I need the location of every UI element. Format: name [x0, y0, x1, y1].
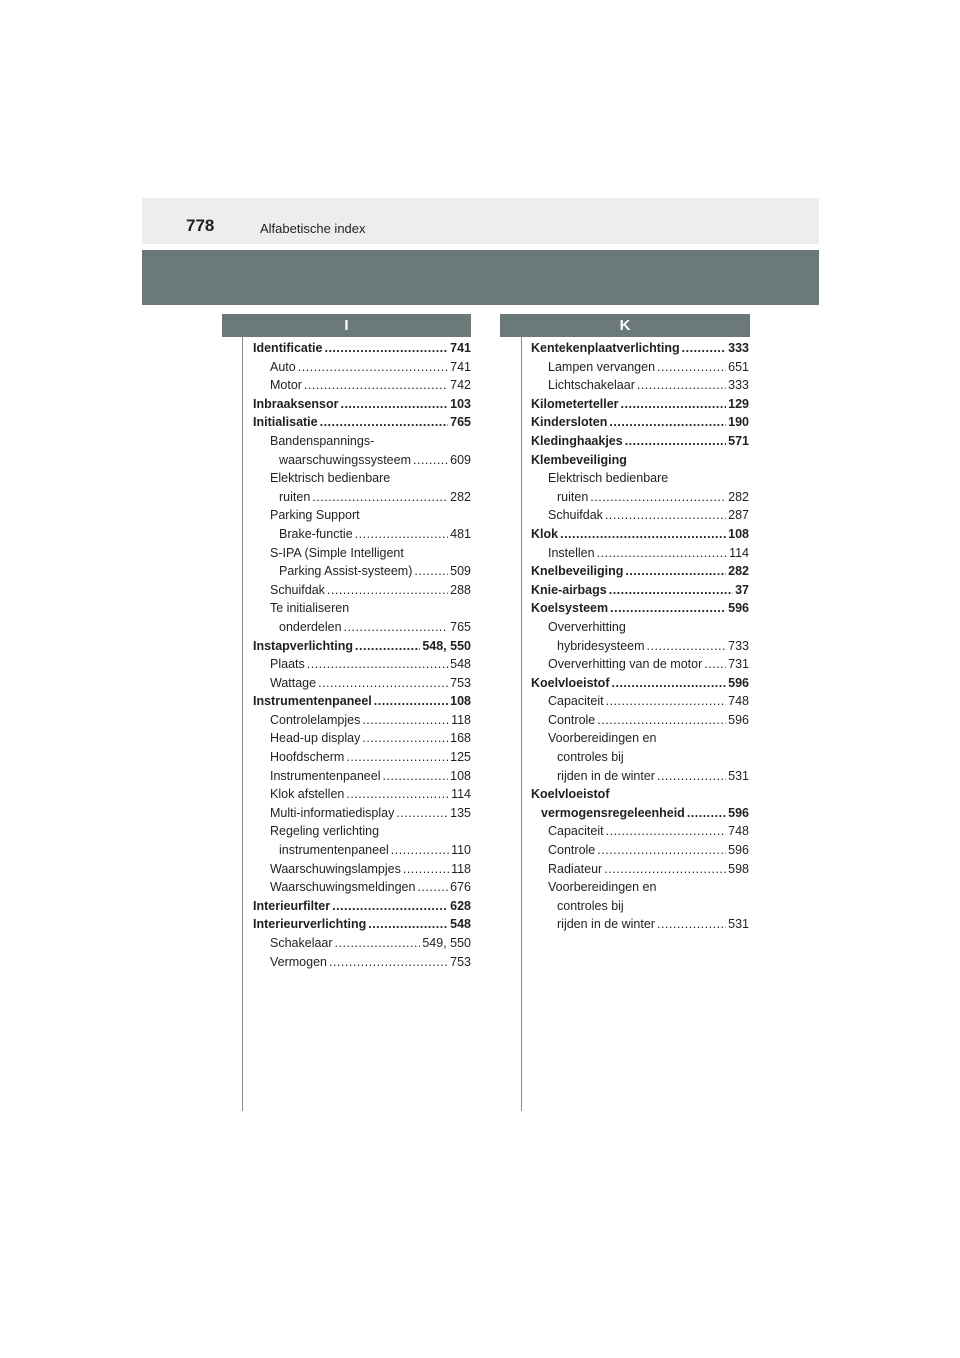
section-title: Alfabetische index: [260, 221, 366, 236]
entry-text: Capaciteit: [548, 694, 604, 709]
index-entry: [531, 488, 749, 507]
index-entry: [253, 413, 471, 432]
dot-leader: [414, 562, 448, 581]
entry-text: Interieurverlichting: [253, 917, 367, 932]
index-entry: [531, 915, 749, 934]
dot-leader: [344, 618, 449, 637]
entry-page: 481: [450, 526, 471, 541]
dot-leader: [391, 841, 449, 860]
entry-page: 114: [451, 787, 471, 802]
index-entry: [253, 860, 471, 879]
entry-text: instrumentenpaneel: [279, 843, 389, 858]
entry-page: 125: [450, 750, 471, 765]
entry-page: 742: [450, 378, 471, 393]
entry-text: vermogensregeleenheid: [541, 805, 685, 820]
page-number: 778: [186, 216, 215, 235]
entry-text: Regeling verlichting: [270, 824, 380, 839]
dot-leader: [605, 506, 726, 525]
dot-leader: [657, 915, 726, 934]
dot-leader: [606, 692, 727, 711]
entry-page: 628: [450, 898, 471, 913]
entry-page: 282: [728, 564, 749, 579]
index-entry: [531, 618, 749, 637]
dot-leader: [327, 581, 448, 600]
index-entry: [531, 767, 749, 786]
dot-leader: [612, 674, 727, 693]
entry-text: Knelbeveiliging: [531, 564, 624, 579]
index-entry: [253, 376, 471, 395]
entry-page: 753: [450, 675, 471, 690]
dot-leader: [324, 339, 448, 358]
index-entry: [253, 878, 471, 897]
entry-text: Auto: [270, 359, 296, 374]
index-entry: [531, 878, 749, 897]
index-entry: [253, 785, 471, 804]
entry-page: 282: [450, 489, 471, 504]
dot-leader: [312, 488, 448, 507]
index-entry: [531, 674, 749, 693]
entry-text: Parking Support: [270, 508, 360, 523]
index-entry: [253, 711, 471, 730]
entry-text: Koelsysteem: [531, 601, 609, 616]
dot-leader: [396, 804, 448, 823]
entry-text: Koelvloeistof: [531, 675, 610, 690]
entry-text: Controle: [548, 843, 596, 858]
entry-text: onderdelen: [279, 619, 342, 634]
index-entry: [531, 469, 749, 488]
letter-heading-i: I: [222, 314, 471, 337]
entry-text: controles bij: [557, 898, 624, 913]
entry-text: Brake-functie: [279, 526, 353, 541]
entry-text: Waarschuwingslampjes: [270, 861, 401, 876]
dot-leader: [687, 804, 726, 823]
dot-leader: [403, 860, 449, 879]
entry-page: 596: [728, 843, 749, 858]
entry-text: Interieurfilter: [253, 898, 331, 913]
dot-leader: [417, 878, 448, 897]
index-entry: [531, 506, 749, 525]
dot-leader: [604, 860, 726, 879]
entry-text: Schakelaar: [270, 936, 333, 950]
entry-text: Instrumentenpaneel: [270, 768, 381, 783]
index-entry: [253, 897, 471, 916]
entry-page: 168: [450, 731, 471, 746]
entry-page: 753: [450, 954, 471, 969]
entry-text: Wattage: [270, 675, 317, 690]
index-entry: [531, 748, 749, 767]
entry-text: Klembeveiliging: [531, 452, 627, 467]
entry-text: Parking Assist-systeem): [279, 564, 413, 579]
entry-text: Instrumentenpaneel: [253, 694, 372, 709]
dot-leader: [355, 525, 448, 544]
entry-page: 282: [728, 489, 749, 504]
index-entry: [531, 637, 749, 656]
index-column-i: [253, 339, 471, 971]
dot-leader: [625, 562, 726, 581]
entry-text: Oververhitting: [548, 619, 626, 634]
entry-text: Plaats: [270, 657, 305, 672]
entry-text: Vermogen: [270, 954, 327, 969]
entry-text: Te initialiseren: [270, 601, 350, 616]
dot-leader: [340, 395, 448, 414]
entry-page: 596: [728, 805, 749, 820]
dot-leader: [383, 767, 449, 786]
index-entry: [253, 506, 471, 525]
entry-page: 118: [451, 861, 471, 876]
entry-text: rijden in de winter: [557, 768, 655, 783]
index-entry: [531, 432, 749, 451]
entry-page: 748: [728, 824, 749, 839]
dot-leader: [560, 525, 726, 544]
dot-leader: [590, 488, 726, 507]
entry-text: Motor: [270, 378, 302, 393]
entry-text: Schuifdak: [548, 508, 603, 523]
entry-page: 731: [728, 657, 749, 672]
dot-leader: [597, 841, 726, 860]
entry-text: Voorbereidingen en: [548, 880, 657, 895]
dot-leader: [597, 544, 728, 563]
entry-page: 548, 550: [422, 638, 471, 653]
dot-leader: [657, 358, 726, 377]
entry-text: Kindersloten: [531, 415, 608, 430]
index-entry: [253, 432, 471, 451]
dot-leader: [298, 358, 448, 377]
index-entry: [253, 915, 471, 934]
entry-text: Elektrisch bedienbare: [548, 471, 669, 486]
entry-text: Controlelampjes: [270, 712, 361, 727]
index-entry: [253, 525, 471, 544]
entry-text: Kilometerteller: [531, 396, 619, 411]
entry-page: 548: [450, 917, 471, 932]
index-entry: [253, 637, 471, 656]
index-entry: [531, 413, 749, 432]
entry-text: Klok: [531, 526, 559, 541]
index-entry: [531, 655, 749, 674]
column-divider-right: [521, 337, 522, 1111]
dot-leader: [355, 637, 420, 656]
dot-leader: [346, 748, 448, 767]
header-strip: [142, 198, 819, 244]
entry-text: rijden in de winter: [557, 917, 655, 932]
index-entry: [253, 488, 471, 507]
entry-page: 596: [728, 675, 749, 690]
entry-page: 37: [735, 582, 749, 597]
index-entry: [253, 748, 471, 767]
index-entry: [531, 729, 749, 748]
header-band: [142, 250, 819, 305]
index-column-k: [531, 339, 749, 934]
index-entry: [253, 358, 471, 377]
entry-page: 598: [728, 861, 749, 876]
dot-leader: [597, 711, 726, 730]
index-entry: [253, 953, 471, 972]
dot-leader: [368, 915, 448, 934]
entry-text: Radiateur: [548, 861, 603, 876]
index-entry: [253, 767, 471, 786]
entry-page: 118: [451, 712, 471, 727]
index-entry: [531, 897, 749, 916]
index-entry: [531, 376, 749, 395]
entry-text: Initialisatie: [253, 415, 318, 430]
entry-text: waarschuwingssysteem: [279, 452, 411, 467]
entry-text: Capaciteit: [548, 824, 604, 839]
entry-text: Schuifdak: [270, 582, 325, 597]
entry-text: S-IPA (Simple Intelligent: [270, 545, 404, 560]
index-entry: [253, 562, 471, 581]
entry-page: 108: [450, 768, 471, 783]
index-entry: [253, 934, 471, 953]
entry-text: Instellen: [548, 545, 595, 560]
entry-text: ruiten: [557, 489, 589, 504]
entry-page: 103: [450, 396, 471, 411]
entry-text: Controle: [548, 712, 596, 727]
index-entry: [531, 562, 749, 581]
entry-page: 333: [728, 378, 749, 393]
dot-leader: [657, 767, 726, 786]
dot-leader: [329, 953, 448, 972]
dot-leader: [637, 376, 726, 395]
entry-page: 135: [450, 805, 471, 820]
index-entry: [253, 841, 471, 860]
dot-leader: [606, 822, 727, 841]
entry-page: 609: [450, 452, 471, 467]
dot-leader: [320, 413, 449, 432]
dot-leader: [625, 432, 726, 451]
index-entry: [253, 692, 471, 711]
entry-page: 571: [728, 433, 749, 448]
entry-page: 190: [728, 415, 749, 430]
dot-leader: [335, 934, 421, 953]
index-entry: [531, 451, 749, 470]
index-entry: [531, 711, 749, 730]
entry-page: 333: [728, 341, 749, 355]
entry-page: 110: [451, 843, 471, 858]
index-entry: [531, 339, 749, 358]
dot-leader: [413, 451, 448, 470]
entry-page: 114: [729, 545, 749, 560]
index-entry: [531, 785, 749, 804]
entry-page: 676: [450, 880, 471, 895]
entry-page: 509: [450, 564, 471, 579]
dot-leader: [610, 599, 726, 618]
dot-leader: [362, 711, 449, 730]
entry-page: 765: [450, 415, 471, 430]
entry-page: 651: [728, 359, 749, 374]
index-entry: [253, 451, 471, 470]
entry-text: Kentekenplaatverlichting: [531, 341, 680, 355]
entry-page: 129: [728, 396, 749, 411]
dot-leader: [374, 692, 448, 711]
entry-text: Koelvloeistof: [531, 787, 610, 802]
index-entry: [531, 804, 749, 823]
index-entry: [253, 581, 471, 600]
entry-text: Head-up display: [270, 731, 361, 746]
entry-text: Oververhitting van de motor: [548, 657, 703, 672]
index-entry: [531, 599, 749, 618]
entry-page: 733: [728, 638, 749, 653]
entry-text: Kledinghaakjes: [531, 433, 623, 448]
dot-leader: [304, 376, 448, 395]
dot-leader: [346, 785, 449, 804]
entry-page: 765: [450, 619, 471, 634]
entry-text: Instapverlichting: [253, 638, 354, 653]
entry-page: 108: [728, 526, 749, 541]
entry-text: Waarschuwingsmeldingen: [270, 880, 416, 895]
entry-page: 741: [450, 359, 471, 374]
entry-text: Hoofdscherm: [270, 750, 345, 765]
entry-text: Klok afstellen: [270, 787, 345, 802]
entry-text: Multi-informatiedisplay: [270, 805, 395, 820]
index-entry: [531, 395, 749, 414]
entry-text: controles bij: [557, 750, 624, 765]
entry-page: 531: [728, 917, 749, 932]
entry-page: 549, 550: [422, 936, 471, 950]
entry-text: Elektrisch bedienbare: [270, 471, 391, 486]
index-entry: [531, 860, 749, 879]
index-entry: [253, 469, 471, 488]
index-entry: [253, 395, 471, 414]
index-entry: [531, 841, 749, 860]
dot-leader: [682, 339, 726, 358]
dot-leader: [621, 395, 727, 414]
index-entry: [253, 655, 471, 674]
entry-text: Inbraaksensor: [253, 396, 339, 411]
entry-text: Lampen vervangen: [548, 359, 656, 374]
index-entry: [531, 822, 749, 841]
entry-page: 108: [450, 694, 471, 709]
dot-leader: [609, 413, 726, 432]
index-entry: [253, 618, 471, 637]
column-divider-left: [242, 337, 243, 1111]
index-entry: [253, 729, 471, 748]
entry-text: ruiten: [279, 489, 311, 504]
dot-leader: [318, 674, 448, 693]
index-entry: [253, 822, 471, 841]
entry-page: 596: [728, 712, 749, 727]
entry-page: 748: [728, 694, 749, 709]
entry-page: 531: [728, 768, 749, 783]
entry-text: Identificatie: [253, 341, 323, 355]
index-entry: [253, 674, 471, 693]
index-entry: [531, 544, 749, 563]
index-entry: [253, 544, 471, 563]
entry-text: Knie-airbags: [531, 582, 607, 597]
dot-leader: [362, 729, 448, 748]
entry-text: Lichtschakelaar: [548, 378, 635, 393]
index-entry: [531, 358, 749, 377]
index-entry: [253, 804, 471, 823]
entry-page: 596: [728, 601, 749, 616]
index-entry: [253, 599, 471, 618]
entry-page: 287: [728, 508, 749, 523]
entry-text: Voorbereidingen en: [548, 731, 657, 746]
entry-page: 741: [450, 341, 471, 355]
index-entry: [531, 692, 749, 711]
index-entry: [253, 339, 471, 358]
dot-leader: [609, 581, 733, 600]
dot-leader: [307, 655, 448, 674]
dot-leader: [704, 655, 726, 674]
index-entry: [531, 581, 749, 600]
entry-text: hybridesysteem: [557, 638, 645, 653]
letter-heading-k: K: [500, 314, 750, 337]
entry-page: 288: [450, 582, 471, 597]
dot-leader: [332, 897, 448, 916]
entry-page: 548: [450, 657, 471, 672]
dot-leader: [647, 637, 727, 656]
entry-text: Bandenspannings-: [270, 433, 375, 448]
index-entry: [531, 525, 749, 544]
